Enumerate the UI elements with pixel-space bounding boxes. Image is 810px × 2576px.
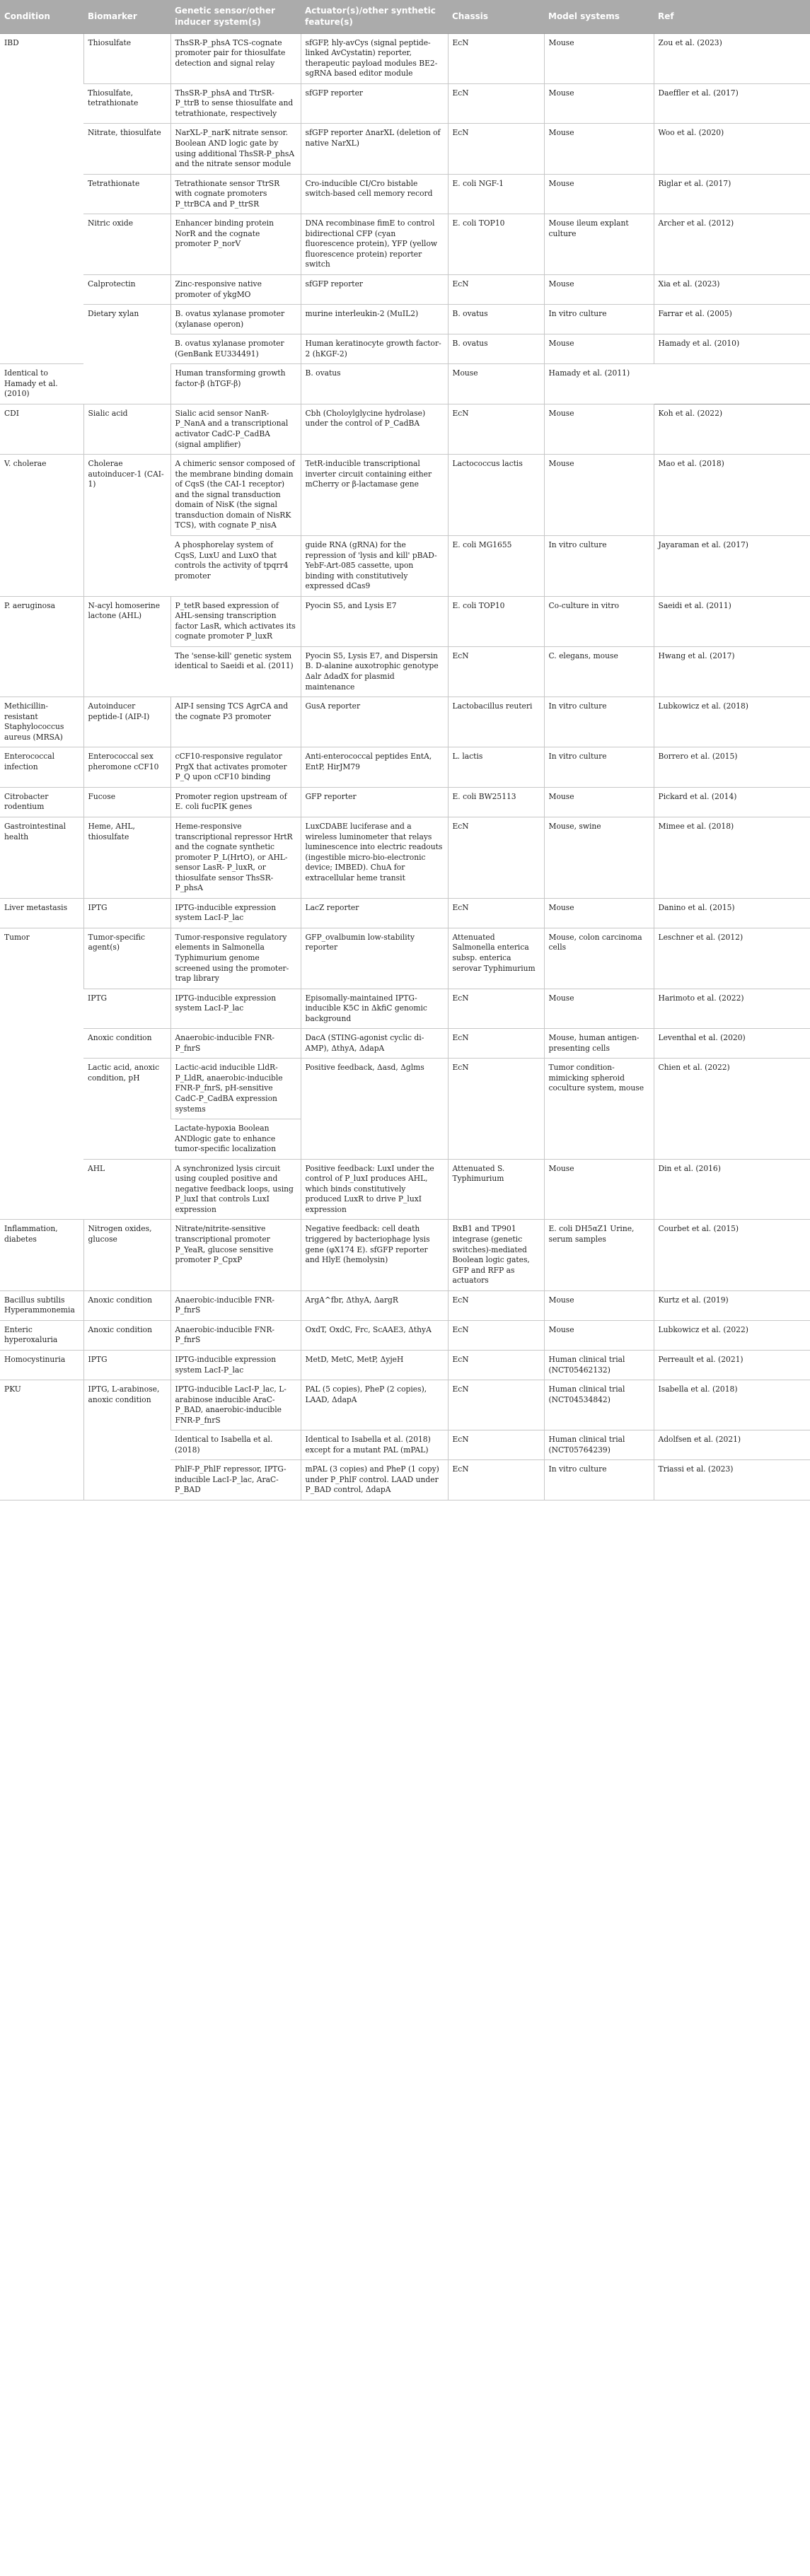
table-cell: Positive feedback, Δasd, Δglms	[301, 1059, 448, 1159]
table-cell: Hamady et al. (2011)	[544, 364, 654, 404]
table-cell: BxB1 and TP901 integrase (genetic switches)-mediated Boolean logic gates, GFP and RFP as actuators	[448, 1220, 544, 1290]
table-cell: Identical to Hamady et al. (2010)	[0, 364, 83, 404]
table-cell: EcN	[448, 1320, 544, 1350]
table-cell: Nitrate, thiosulfate	[83, 124, 170, 174]
table-cell: Mouse	[544, 404, 654, 454]
table-cell: Archer et al. (2012)	[654, 214, 810, 275]
table-cell: E. coli TOP10	[448, 596, 544, 646]
table-cell: Co-culture in vitro	[544, 596, 654, 646]
table-cell: EcN	[448, 1350, 544, 1380]
table-cell: Leventhal et al. (2020)	[654, 1029, 810, 1059]
table-cell: EcN	[448, 83, 544, 124]
table-cell: ThsSR-P_phsA and TtrSR-P_ttrB to sense thiosulfate and tetrathionate, respectively	[170, 83, 301, 124]
table-cell: Enhancer binding protein NorR and the cognate promoter P_norV	[170, 214, 301, 275]
table-header-row	[0, 0, 810, 33]
table-cell: Perreault et al. (2021)	[654, 1350, 810, 1380]
table-cell: Heme, AHL, thiosulfate	[83, 817, 170, 898]
table-cell: Dietary xylan	[83, 305, 170, 404]
table-cell: AHL	[83, 1159, 170, 1220]
table-cell: Mouse	[544, 33, 654, 83]
table-cell: Thiosulfate	[83, 33, 170, 83]
table-cell: Daeffler et al. (2017)	[654, 83, 810, 124]
table-cell: Human clinical trial (NCT04534842)	[544, 1380, 654, 1430]
table-row	[0, 1220, 810, 1290]
table-row	[0, 596, 810, 646]
table-cell: Mouse, colon carcinoma cells	[544, 928, 654, 989]
table-cell: Attenuated Salmonella enterica subsp. enterica serovar Typhimurium	[448, 928, 544, 989]
table-row	[0, 83, 810, 124]
table-cell: Human keratinocyte growth factor-2 (hKGF-2)	[301, 334, 448, 364]
table-cell: Human transforming growth factor-β (hTGF-β)	[170, 364, 301, 404]
table-cell: Mouse	[544, 1320, 654, 1350]
table-cell: Chien et al. (2022)	[654, 1059, 810, 1159]
table-cell: Tumor-specific agent(s)	[83, 928, 170, 989]
table-row	[0, 1029, 810, 1059]
table-cell: Hwang et al. (2017)	[654, 646, 810, 697]
table-cell: Enteric hyperoxaluria	[0, 1320, 83, 1350]
table-cell: sfGFP reporter	[301, 275, 448, 305]
table-cell: B. ovatus xylanase promoter (GenBank EU334491)	[170, 334, 301, 364]
table-row	[0, 1059, 810, 1119]
table-cell: In vitro culture	[544, 1460, 654, 1500]
table-cell: Anti-enterococcal peptides EntA, EntP, HirJM79	[301, 747, 448, 788]
table-cell: sfGFP reporter ΔnarXL (deletion of native NarXL)	[301, 124, 448, 174]
table-cell: C. elegans, mouse	[544, 646, 654, 697]
table-row	[0, 174, 810, 214]
table-cell: Positive feedback: LuxI under the control of P_luxI produces AHL, which binds constitutively produced LuxR to drive P_luxI expression	[301, 1159, 448, 1220]
table-cell: GFP_ovalbumin low-stability reporter	[301, 928, 448, 989]
table-cell: Anoxic condition	[83, 1290, 170, 1320]
table-cell: Citrobacter rodentium	[0, 787, 83, 817]
table-cell: V. cholerae	[0, 455, 83, 597]
header-actuator: Actuator(s)/other synthetic feature(s)	[301, 0, 448, 33]
table-cell: GFP reporter	[301, 787, 448, 817]
table-cell: Lubkowicz et al. (2018)	[654, 697, 810, 747]
table-cell: PKU	[0, 1380, 83, 1500]
table-cell: IPTG	[83, 989, 170, 1029]
table-cell: EcN	[448, 275, 544, 305]
table-cell: Isabella et al. (2018)	[654, 1380, 810, 1430]
table-row	[0, 455, 810, 536]
table-cell: Tumor-responsive regulatory elements in Salmonella Typhimurium genome screened using the promoter-trap library	[170, 928, 301, 989]
table-cell: ArgA^fbr, ΔthyA, ΔargR	[301, 1290, 448, 1320]
table-cell: PhlF-P_PhlF repressor, IPTG-inducible LacI-P_lac, AraC-P_BAD	[170, 1460, 301, 1500]
table-cell: Nitric oxide	[83, 214, 170, 275]
table-cell: Lactococcus lactis	[448, 455, 544, 536]
table-cell: L. lactis	[448, 747, 544, 788]
table-cell: E. coli TOP10	[448, 214, 544, 275]
table-cell: Bacillus subtilis Hyperammonemia	[0, 1290, 83, 1320]
table-cell: Anoxic condition	[83, 1320, 170, 1350]
table-cell: Mouse, human antigen-presenting cells	[544, 1029, 654, 1059]
table-cell: Tetrathionate sensor TtrSR with cognate promoters P_ttrBCA and P_ttrSR	[170, 174, 301, 214]
header-biomarker: Biomarker	[83, 0, 170, 33]
table-row	[0, 214, 810, 275]
table-cell: Lubkowicz et al. (2022)	[654, 1320, 810, 1350]
table-cell: Mao et al. (2018)	[654, 455, 810, 536]
table-cell: DNA recombinase fimE to control bidirectional CFP (cyan fluorescence protein), YFP (yellow fluorescence protein) reporter switch	[301, 214, 448, 275]
table-cell: A chimeric sensor composed of the membrane binding domain of CqsS (the CAI-1 receptor) and the signal transduction domain of NisK (the signal transduction domain of NisRK TCS), with cognate P_nisA	[170, 455, 301, 536]
table-cell: Fucose	[83, 787, 170, 817]
table-cell: Enterococcal sex pheromone cCF10	[83, 747, 170, 788]
table-cell: EcN	[448, 1430, 544, 1460]
table-cell: Attenuated S. Typhimurium	[448, 1159, 544, 1220]
table-cell: IBD	[0, 33, 83, 364]
table-cell: Identical to Isabella et al. (2018)	[170, 1430, 301, 1460]
table-cell: Heme-responsive transcriptional repressor HrtR and the cognate synthetic promoter P_L(HrtO), or AHL-sensor LasR- P_luxR, or thiosulfate sensor ThsSR-P_phsA	[170, 817, 301, 898]
table-cell: Human clinical trial (NCT05462132)	[544, 1350, 654, 1380]
table-cell: A phosphorelay system of CqsS, LuxU and LuxO that controls the activity of tpqrr4 promoter	[170, 535, 301, 596]
table-cell: Jayaraman et al. (2017)	[654, 535, 810, 596]
table-cell: Mouse	[448, 364, 544, 404]
table-cell: Courbet et al. (2015)	[654, 1220, 810, 1290]
table-cell: Kurtz et al. (2019)	[654, 1290, 810, 1320]
table-cell: Mouse	[544, 1290, 654, 1320]
table-cell: IPTG	[83, 898, 170, 928]
table-cell: EcN	[448, 33, 544, 83]
table-cell: In vitro culture	[544, 747, 654, 788]
table-cell: guide RNA (gRNA) for the repression of 'lysis and kill' pBAD-YebF-Art-085 cassette, upon binding with constitutively expressed dCas9	[301, 535, 448, 596]
table-cell: Lactic acid, anoxic condition, pH	[83, 1059, 170, 1159]
table-cell: EcN	[448, 1290, 544, 1320]
table-cell: Zinc-responsive native promoter of ykgMO	[170, 275, 301, 305]
table-row	[0, 275, 810, 305]
table-cell: sfGFP reporter	[301, 83, 448, 124]
table-cell: Tetrathionate	[83, 174, 170, 214]
table-cell: TetR-inducible transcriptional inverter circuit containing either mCherry or β-lactamase gene	[301, 455, 448, 536]
table-cell: Harimoto et al. (2022)	[654, 989, 810, 1029]
table-cell: EcN	[448, 646, 544, 697]
table-cell: OxdT, OxdC, Frc, ScAAE3, ΔthyA	[301, 1320, 448, 1350]
table-cell: The 'sense-kill' genetic system identical to Saeidi et al. (2011)	[170, 646, 301, 697]
table-cell: IPTG, L-arabinose, anoxic condition	[83, 1380, 170, 1500]
table-cell: Danino et al. (2015)	[654, 898, 810, 928]
table-cell: LacZ reporter	[301, 898, 448, 928]
table-cell: Autoinducer peptide-I (AIP-I)	[83, 697, 170, 747]
table-cell: Farrar et al. (2005)	[654, 305, 810, 334]
header-model-systems: Model systems	[544, 0, 654, 33]
table-cell: MetD, MetC, MetP, ΔyjeH	[301, 1350, 448, 1380]
table-cell: Lactic-acid inducible LldR-P_LldR, anaerobic-inducible FNR-P_fnrS, pH-sensitive CadC-P_CadBA expression systems	[170, 1059, 301, 1119]
table-row	[0, 817, 810, 898]
table-cell: Mouse	[544, 124, 654, 174]
table-row	[0, 787, 810, 817]
table-cell: Mouse	[544, 898, 654, 928]
table-cell: Cholerae autoinducer-1 (CAI-1)	[83, 455, 170, 597]
table-cell: E. coli MG1655	[448, 535, 544, 596]
table-cell: EcN	[448, 898, 544, 928]
table-cell: Anaerobic-inducible FNR-P_fnrS	[170, 1320, 301, 1350]
table-cell: Anaerobic-inducible FNR-P_fnrS	[170, 1029, 301, 1059]
table-cell: IPTG	[83, 1350, 170, 1380]
table-cell: mPAL (3 copies) and PheP (1 copy) under P_PhlF control. LAAD under P_BAD control, ΔdapA	[301, 1460, 448, 1500]
table-row	[0, 1290, 810, 1320]
table-cell: Inflammation, diabetes	[0, 1220, 83, 1290]
table-row	[0, 404, 810, 454]
table-cell: EcN	[448, 1460, 544, 1500]
table-cell: GusA reporter	[301, 697, 448, 747]
table-cell: Adolfsen et al. (2021)	[654, 1430, 810, 1460]
table-cell: Mouse, swine	[544, 817, 654, 898]
table-row	[0, 1320, 810, 1350]
header-chassis: Chassis	[448, 0, 544, 33]
table-cell: AIP-I sensing TCS AgrCA and the cognate P3 promoter	[170, 697, 301, 747]
table-cell: Cbh (Choloylglycine hydrolase) under the control of P_CadBA	[301, 404, 448, 454]
table-row	[0, 124, 810, 174]
table-cell: EcN	[448, 1029, 544, 1059]
table-cell: Riglar et al. (2017)	[654, 174, 810, 214]
table-cell: Pyocin S5, and Lysis E7	[301, 596, 448, 646]
table-cell: Thiosulfate, tetrathionate	[83, 83, 170, 124]
table-cell: P. aeruginosa	[0, 596, 83, 697]
table-cell: CDI	[0, 404, 83, 454]
table-cell: Cro-inducible CI/Cro bistable switch-based cell memory record	[301, 174, 448, 214]
table-cell: Borrero et al. (2015)	[654, 747, 810, 788]
table-row	[0, 1159, 810, 1220]
table-cell: Zou et al. (2023)	[654, 33, 810, 83]
table-cell: N-acyl homoserine lactone (AHL)	[83, 596, 170, 697]
table-cell: Methicillin-resistant Staphylococcus aureus (MRSA)	[0, 697, 83, 747]
table-cell: Xia et al. (2023)	[654, 275, 810, 305]
table-cell: Sialic acid	[83, 404, 170, 454]
table-cell: EcN	[448, 1059, 544, 1159]
table-cell: Leschner et al. (2012)	[654, 928, 810, 989]
table-row	[0, 898, 810, 928]
table-cell: B. ovatus	[301, 364, 448, 404]
table-cell: IPTG-inducible expression system LacI-P_lac	[170, 989, 301, 1029]
table-cell: A synchronized lysis circuit using coupled positive and negative feedback loops, using P_luxI that controls LuxI expression	[170, 1159, 301, 1220]
table-cell: Mimee et al. (2018)	[654, 817, 810, 898]
table-row	[0, 989, 810, 1029]
table-cell: Tumor condition-mimicking spheroid coculture system, mouse	[544, 1059, 654, 1159]
table-cell: Promoter region upstream of E. coli fucPIK genes	[170, 787, 301, 817]
table-cell: Anoxic condition	[83, 1029, 170, 1059]
table-cell: Human clinical trial (NCT05764239)	[544, 1430, 654, 1460]
table-cell: Enterococcal infection	[0, 747, 83, 788]
table-cell: Pyocin S5, Lysis E7, and Dispersin B. D-alanine auxotrophic genotype Δalr ΔdadX for plasmid maintenance	[301, 646, 448, 697]
table-cell: Episomally-maintained IPTG-inducible K5C in ΔkfiC genomic background	[301, 989, 448, 1029]
table-cell: LuxCDABE luciferase and a wireless luminometer that relays luminescence into electric readouts (ingestible micro-bio-electronic device; IMBED). ChuA for extracellular heme transit	[301, 817, 448, 898]
table-cell: EcN	[448, 817, 544, 898]
table-cell: Mouse	[544, 1159, 654, 1220]
table-cell: Lactate-hypoxia Boolean ANDlogic gate to enhance tumor-specific localization	[170, 1119, 301, 1160]
table-row	[0, 928, 810, 989]
table-row	[0, 1380, 810, 1430]
table-row	[0, 305, 810, 334]
table-cell: EcN	[448, 404, 544, 454]
table-cell: B. ovatus xylanase promoter (xylanase operon)	[170, 305, 301, 334]
table-cell: PAL (5 copies), PheP (2 copies), LAAD, ΔdapA	[301, 1380, 448, 1430]
table-cell: E. coli NGF-1	[448, 174, 544, 214]
table-row	[0, 33, 810, 83]
table-cell: IPTG-inducible expression system LacI-P_lac	[170, 1350, 301, 1380]
table-cell: Pickard et al. (2014)	[654, 787, 810, 817]
table-row	[0, 697, 810, 747]
table-cell: In vitro culture	[544, 535, 654, 596]
table-cell: EcN	[448, 124, 544, 174]
table-cell: Tumor	[0, 928, 83, 1220]
table-cell: EcN	[448, 989, 544, 1029]
table-cell: Hamady et al. (2010)	[654, 334, 810, 364]
table-cell: Mouse	[544, 455, 654, 536]
table-cell: Anaerobic-inducible FNR-P_fnrS	[170, 1290, 301, 1320]
header-ref: Ref	[654, 0, 810, 33]
table-cell: Mouse	[544, 334, 654, 364]
table-cell: Mouse	[544, 275, 654, 305]
table-cell: Mouse ileum explant culture	[544, 214, 654, 275]
table-cell: Nitrate/nitrite-sensitive transcriptional promoter P_YeaR, glucose sensitive promoter P_CpxP	[170, 1220, 301, 1290]
table-body	[0, 33, 810, 1500]
table-cell: Saeidi et al. (2011)	[654, 596, 810, 646]
table-cell: Mouse	[544, 174, 654, 214]
table-cell: Triassi et al. (2023)	[654, 1460, 810, 1500]
table-cell: In vitro culture	[544, 305, 654, 334]
table-cell: Mouse	[544, 787, 654, 817]
table-cell: murine interleukin-2 (MuIL2)	[301, 305, 448, 334]
table-cell: P_tetR based expression of AHL-sensing transcription factor LasR, which activates its cognate promoter P_luxR	[170, 596, 301, 646]
table-cell: NarXL-P_narK nitrate sensor. Boolean AND logic gate by using additional ThsSR-P_phsA and the nitrate sensor module	[170, 124, 301, 174]
table-cell: Identical to Isabella et al. (2018) except for a mutant PAL (mPAL)	[301, 1430, 448, 1460]
table-cell: Liver metastasis	[0, 898, 83, 928]
table-row	[0, 747, 810, 788]
table-cell: Woo et al. (2020)	[654, 124, 810, 174]
table-cell: Nitrogen oxides, glucose	[83, 1220, 170, 1290]
table-cell: In vitro culture	[544, 697, 654, 747]
table-cell: Gastrointestinal health	[0, 817, 83, 898]
table-cell: Lactobacillus reuteri	[448, 697, 544, 747]
table-cell: E. coli DH5αZ1 Urine, serum samples	[544, 1220, 654, 1290]
table-cell: Calprotectin	[83, 275, 170, 305]
table-cell: Mouse	[544, 989, 654, 1029]
table-cell: IPTG-inducible LacI-P_lac, L-arabinose inducible AraC-P_BAD, anaerobic-inducible FNR-P_fnrS	[170, 1380, 301, 1430]
table-row	[0, 1350, 810, 1380]
table-cell: Sialic acid sensor NanR-P_NanA and a transcriptional activator CadC-P_CadBA (signal amplifier)	[170, 404, 301, 454]
table-cell: Din et al. (2016)	[654, 1159, 810, 1220]
table-cell: B. ovatus	[448, 334, 544, 364]
table-cell: Homocystinuria	[0, 1350, 83, 1380]
table-cell: Koh et al. (2022)	[654, 404, 810, 454]
table-cell: sfGFP, hly-avCys (signal peptide-linked AvCystatin) reporter, therapeutic payload modules BE2-sgRNA based editor module	[301, 33, 448, 83]
table-cell: Mouse	[544, 83, 654, 124]
table-cell: cCF10-responsive regulator PrgX that activates promoter P_Q upon cCF10 binding	[170, 747, 301, 788]
table-cell: Negative feedback: cell death triggered by bacteriophage lysis gene (φX174 E). sfGFP reporter and HlyE (hemolysin)	[301, 1220, 448, 1290]
table-cell: EcN	[448, 1380, 544, 1430]
table-cell: E. coli BW25113	[448, 787, 544, 817]
table-cell: ThsSR-P_phsA TCS-cognate promoter pair for thiosulfate detection and signal relay	[170, 33, 301, 83]
header-genetic-sensor: Genetic sensor/other inducer system(s)	[170, 0, 301, 33]
table-cell: B. ovatus	[448, 305, 544, 334]
header-condition: Condition	[0, 0, 83, 33]
table-cell: IPTG-inducible expression system LacI-P_lac	[170, 898, 301, 928]
table-cell: DacA (STING-agonist cyclic di-AMP), ΔthyA, ΔdapA	[301, 1029, 448, 1059]
